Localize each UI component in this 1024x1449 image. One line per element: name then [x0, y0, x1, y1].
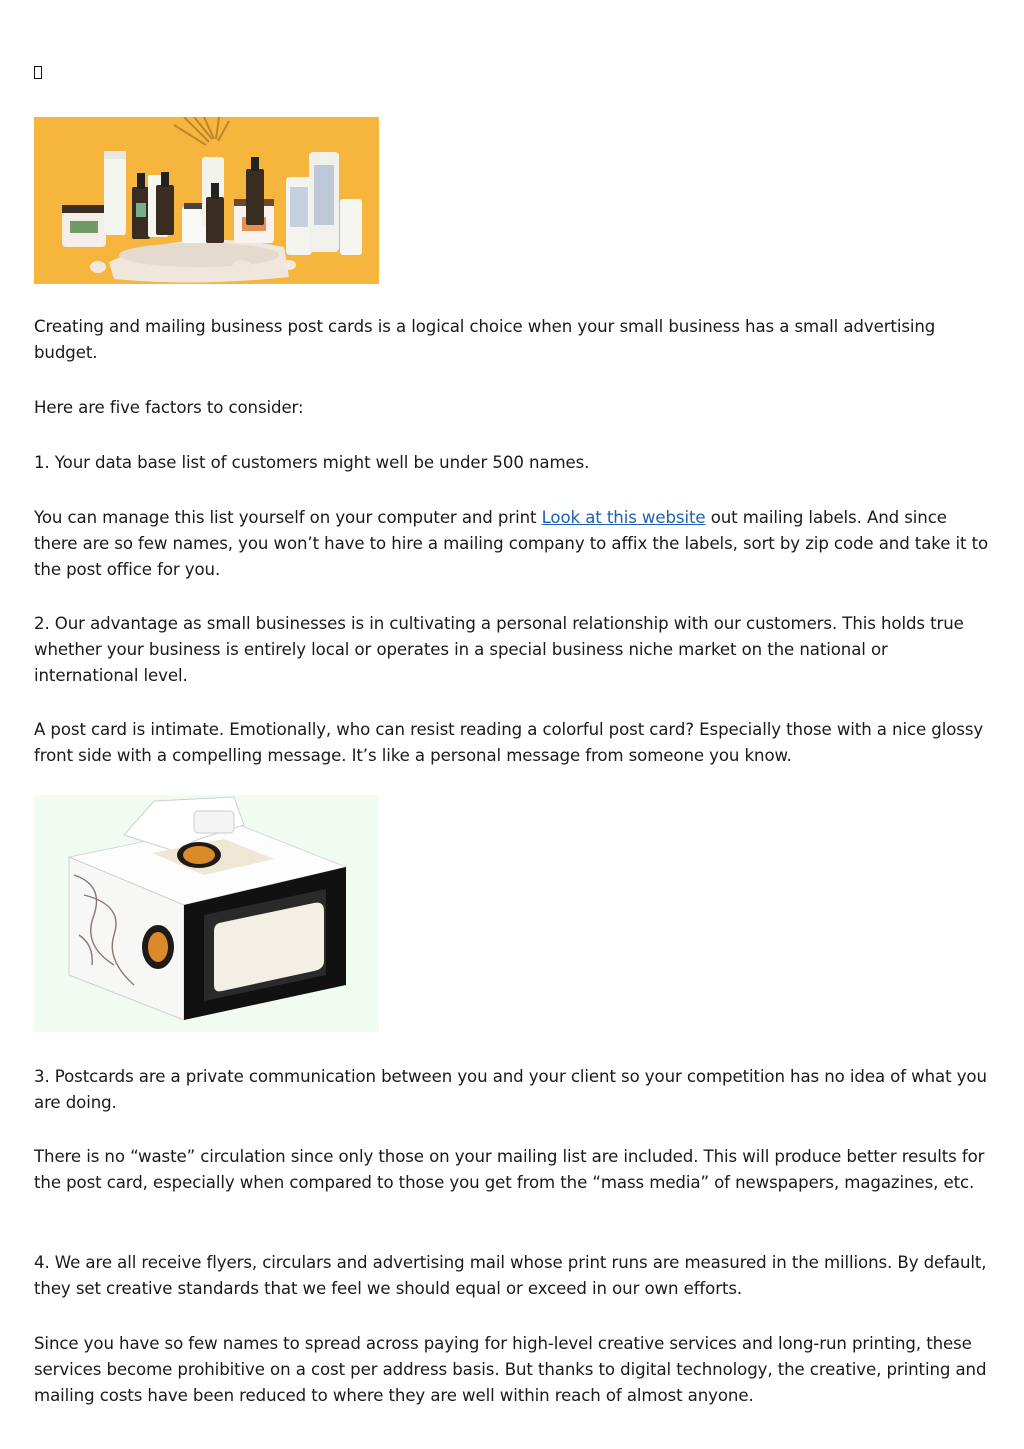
paragraph-manage-list-start: You can manage this list yourself on your computer and print — [34, 508, 542, 527]
paragraph-intro: Creating and mailing business post cards is a logical choice when your small business has a small advertising budget. — [34, 317, 936, 362]
paragraph-no-waste: There is no “waste” circulation since only those on your mailing list are included. This will produce better results for the post card, especially when compared to those you get from the “mass media” of newspapers, magazines, etc. — [34, 1147, 985, 1192]
paragraph-factor-2: 2. Our advantage as small businesses is in cultivating a personal relationship with our customers. This holds true whether your business is entirely local or operates in a special business niche market on the national or international level. — [34, 614, 964, 685]
paragraph-factors-heading: Here are five factors to consider: — [34, 398, 304, 417]
website-link[interactable]: Look at this website — [541, 508, 706, 527]
paragraph-post-card-intimate: A post card is intimate. Emotionally, who can resist reading a colorful post card? Especially those with a nice glossy front side with a compelling message. It’s like a personal message from someone you know. — [34, 720, 984, 765]
paragraph-manage-list — [34, 505, 994, 583]
paragraph-digital-technology: Since you have so few names to spread across paying for high-level creative services and long-run printing, these services become prohibitive on a cost per address basis. But thanks to digital technology, the creative, printing and mailing costs have been reduced to where they are well within reach of almost anyone. — [34, 1334, 987, 1405]
missing-glyph-icon — [34, 66, 42, 79]
skincare-products-image — [34, 117, 379, 284]
paragraph-factor-3: 3. Postcards are a private communication between you and your client so your competition has no idea of what you are doing. — [34, 1067, 987, 1112]
cake-box-image — [34, 795, 379, 1032]
paragraph-factor-1: 1. Your data base list of customers might well be under 500 names. — [34, 453, 590, 472]
paragraph-manage-list-end: out mailing labels. And since there are so few names, you won’t have to hire a mailing company to affix the labels, sort by zip code and take it to the post office for you. — [34, 508, 989, 579]
paragraph-factor-4: 4. We are all receive flyers, circulars and advertising mail whose print runs are measured in the millions. By default, they set creative standards that we feel we should equal or exceed in our own efforts. — [34, 1253, 987, 1298]
